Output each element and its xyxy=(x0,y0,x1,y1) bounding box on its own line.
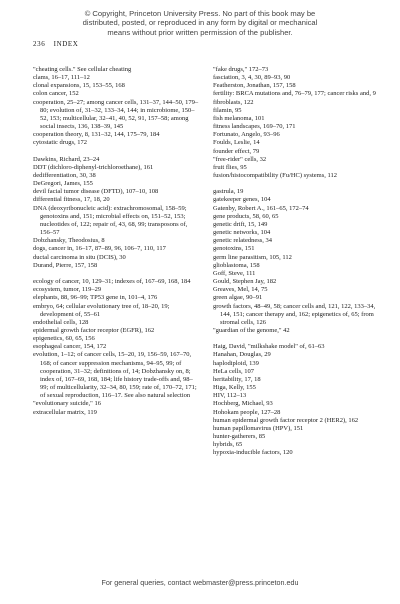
index-entry: Durand, Pierre, 157, 158 xyxy=(33,261,98,269)
section-title: INDEX xyxy=(53,40,79,48)
index-entry: fusion/histocompatibility (Fu/HC) systems, 112 xyxy=(213,172,337,180)
letter-group-gap xyxy=(213,335,381,343)
index-entry: human papillomavirus (HPV), 151 xyxy=(213,424,304,432)
index-entry: "guardian of the genome," 42 xyxy=(213,326,290,334)
copyright-line-1: © Copyright, Princeton University Press. No part of this book may be xyxy=(84,9,316,18)
copyright-notice xyxy=(0,9,400,37)
index-entry: DNA (deoxyribonucleic acid): extrachromosomal, 158–59; genotoxins and, 151; microbial effects on, 151–52, 153; nucleotides of, 122; repair of, 43, 68, 99; transposons of, 156–57 xyxy=(33,204,188,237)
copyright-line-3: means without prior written permission of the publisher. xyxy=(107,27,293,37)
index-entry: Higa, Kelly, 155 xyxy=(213,384,256,392)
index-entry: heritability, 17, 18 xyxy=(213,375,261,383)
index-entry: gene products, 58, 60, 65 xyxy=(213,212,279,220)
index-entry: Gould, Stephen Jay, 182 xyxy=(213,278,277,286)
index-entry: Greaves, Mel, 14, 75 xyxy=(213,286,268,294)
index-entry: HeLa cells, 107 xyxy=(213,367,254,375)
copyright-line-2: distributed, posted, or reproduced in any form by digital or mechanical xyxy=(82,18,318,28)
letter-group-gap xyxy=(213,180,381,188)
index-entry: Featherston, Jonathan, 157, 158 xyxy=(213,82,296,90)
page-number: 236 xyxy=(33,40,46,48)
index-entry: "fake drugs," 172–73 xyxy=(213,66,269,73)
index-entry: hunter-gatherers, 85 xyxy=(213,433,266,440)
index-entry: hypoxia-inducible factors, 120 xyxy=(213,449,293,457)
index-column-left xyxy=(33,66,201,417)
index-entry: hybrids, 65 xyxy=(213,441,243,449)
index-column-right xyxy=(213,66,381,457)
index-entry: fitness landscapes, 169–70, 171 xyxy=(213,123,296,131)
index-entry: epidermal growth factor receptor (EGFR), 162 xyxy=(33,326,155,334)
index-entry: germ line parasitism, 105, 112 xyxy=(213,253,292,261)
index-entry: human epidermal growth factor receptor 2 (HER2), 162 xyxy=(213,416,359,424)
index-entry: Haig, David, "milkshake model" of, 61–63 xyxy=(213,343,325,351)
index-entry: growth factors, 48–49, 58; cancer cells and, 121, 122, 133–34, 144, 151; cancer therapy and, 162; epigenetics of, 65; from stromal cells, 126 xyxy=(213,302,376,326)
index-entry: Hochberg, Michael, 93 xyxy=(213,400,273,408)
index-entry: fibroblasts, 122 xyxy=(213,98,254,106)
index-entry: glioblastoma, 158 xyxy=(213,261,260,269)
index-entry: dedifferentiation, 30, 38 xyxy=(33,172,96,180)
letter-group-gap xyxy=(33,148,201,156)
index-entry: genotoxins, 151 xyxy=(213,245,255,253)
index-entry: genetic drift, 15, 149 xyxy=(213,220,268,228)
index-entry: devil facial tumor disease (DFTD), 107–10, 108 xyxy=(33,188,159,196)
index-entry: genetic networks, 104 xyxy=(213,229,271,237)
index-entry: extracellular matrix, 119 xyxy=(33,408,97,416)
index-entry: epigenetics, 60, 65, 156 xyxy=(33,335,95,343)
index-entry: ecology of cancer, 10, 129–31; indexes of, 167–69, 168, 184 xyxy=(33,278,191,286)
index-entry: Goff, Steve, 111 xyxy=(213,269,256,277)
index-entry: founder effect, 79 xyxy=(213,147,260,155)
index-entry: Foulds, Leslie, 14 xyxy=(213,139,260,147)
index-entry: esophageal cancer, 154, 172 xyxy=(33,343,107,351)
footer-contact: For general queries, contact webmaster@press.princeton.edu xyxy=(101,578,299,587)
index-entry: fruit flies, 95 xyxy=(213,163,247,171)
index-entry: filamin, 95 xyxy=(213,106,242,114)
index-entry: DDT (dichloro-diphenyl-trichloroethane), 161 xyxy=(33,163,154,171)
index-entry: green algae, 90–91 xyxy=(213,294,263,302)
index-entry: fasciation, 3, 4, 30, 89–93, 90 xyxy=(213,74,291,82)
index-entry: Dobzhansky, Theodosius, 8 xyxy=(33,237,105,245)
index-entry: cooperation theory, 8, 131–32, 144, 175–79, 184 xyxy=(33,131,160,139)
index-entry: Gatenby, Robert A., 161–65, 172–74 xyxy=(213,204,309,212)
index-entry: embryo, 64; cellular evolutionary tree of, 18–20, 19; development of, 55–61 xyxy=(33,302,170,318)
index-entry: cytostatic drugs, 172 xyxy=(33,139,87,147)
index-entry: endothelial cells, 128 xyxy=(33,318,89,326)
index-entry: colon cancer, 152 xyxy=(33,90,79,98)
index-entry: gastrula, 19 xyxy=(213,188,244,196)
letter-group-gap xyxy=(33,270,201,278)
index-entry: fertility: BRCA mutations and, 76–79, 177; cancer risks and, 9 xyxy=(213,90,376,98)
index-entry: elephants, 88, 96–99; TP53 gene in, 101–4, 176 xyxy=(33,294,158,302)
index-entry: evolution, 1–12; of cancer cells, 15–20, 19, 156–59, 167–70, 168; of cancer suppression mechanisms, 94–95, 99; of cooperation, 31–32; definitions of, 14; Dobzhansky on, 8; index of, 167–69, 168, 184; life history trade-offs and, 98–99; of multicellularity, 32–34, 80, 159; rate of, 170–72, 171; of sexual reproduction, 116–17. See also natural selection xyxy=(33,351,197,400)
index-entry: "cheating cells." See cellular cheating xyxy=(33,66,132,73)
index-entry: dogs, cancer in, 16–17, 87–89, 96, 106–7, 110, 117 xyxy=(33,245,166,253)
index-entry: Dawkins, Richard, 23–24 xyxy=(33,155,100,163)
index-entry: Hohokam people, 127–28 xyxy=(213,408,281,416)
index-entry: gatekeeper genes, 104 xyxy=(213,196,271,204)
index-entry: differential fitness, 17, 18, 20 xyxy=(33,196,110,204)
index-entry: "evolutionary suicide," 16 xyxy=(33,400,101,408)
running-head xyxy=(33,40,78,48)
index-entry: fish melanoma, 101 xyxy=(213,114,265,122)
index-entry: clonal expansions, 15, 153–55, 168 xyxy=(33,82,125,90)
index-entry: ductal carcinoma in situ (DCIS), 30 xyxy=(33,253,126,261)
index-entry: HIV, 112–13 xyxy=(213,392,247,400)
index-entry: Hanahan, Douglas, 29 xyxy=(213,351,271,359)
index-entry: ecosystem, tumor, 119–29 xyxy=(33,286,102,294)
index-entry: haplodiploid, 139 xyxy=(213,359,259,367)
index-entry: Fortunato, Angelo, 93–96 xyxy=(213,131,280,139)
index-entry: "free-rider" cells, 32 xyxy=(213,155,267,163)
index-entry: genetic relatedness, 34 xyxy=(213,237,273,245)
index-entry: cooperation, 25–27; among cancer cells, 131–37, 144–50, 179–80; evolution of, 31–32, 133–34, 144; in microbiome, 150–52, 153; multicellular, 32–41, 40, 52, 91, 157–58; among social insects, 136, 138–39, 145 xyxy=(33,98,199,131)
index-entry: clams, 16–17, 111–12 xyxy=(33,74,90,82)
index-entry: DeGregori, James, 155 xyxy=(33,180,93,188)
